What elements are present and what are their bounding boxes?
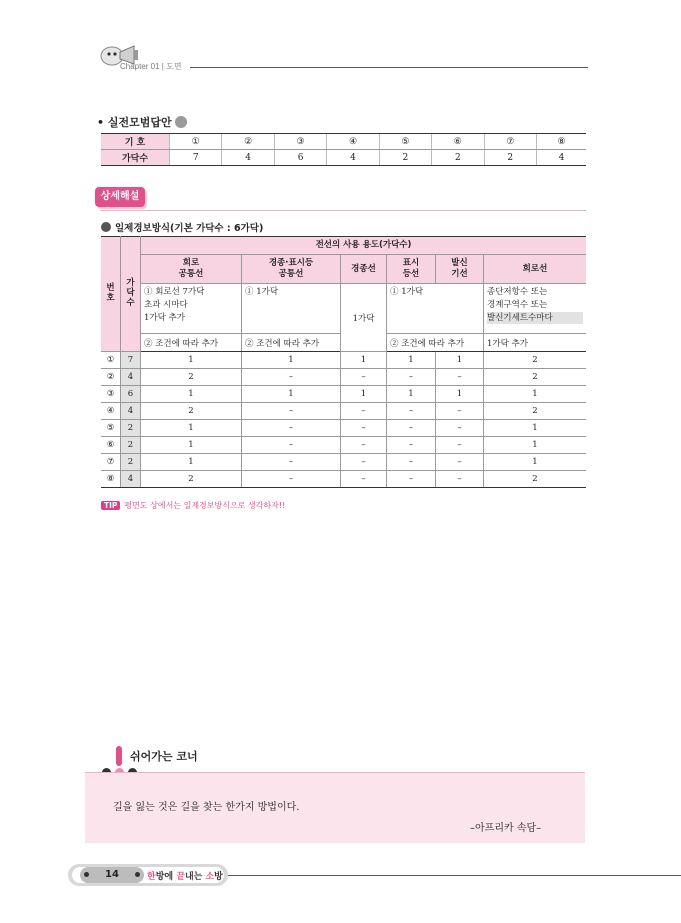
answer-count-cell: 4 xyxy=(222,150,274,166)
row-cell: – xyxy=(387,437,436,454)
row-cell: – xyxy=(242,454,341,471)
table-row xyxy=(101,437,586,454)
row-cell: 2 xyxy=(141,369,242,386)
row-cell: 2 xyxy=(141,471,242,488)
footer-dot-icon xyxy=(135,872,140,877)
row-number: ⑧ xyxy=(101,471,121,488)
row-cell: 1 xyxy=(484,386,587,403)
header-row-1 xyxy=(101,237,586,255)
row-cell: – xyxy=(242,437,341,454)
tip-label: TIP xyxy=(101,501,120,510)
rest-corner-bar xyxy=(116,746,122,766)
header-count: 가 닥 수 xyxy=(121,237,141,352)
row-cell: – xyxy=(242,369,341,386)
row-count: 2 xyxy=(121,437,141,454)
table-row xyxy=(101,352,586,369)
row-cell: 2 xyxy=(141,403,242,420)
answer-number-row xyxy=(101,134,586,150)
answer-table xyxy=(101,133,586,166)
answer-count-cell: 7 xyxy=(170,150,222,166)
table-row xyxy=(101,386,586,403)
col-circuit-common: 회로 공통선 xyxy=(141,255,242,284)
row-count: 4 xyxy=(121,403,141,420)
answer-count-cell: 2 xyxy=(379,150,431,166)
col-bell: 경종선 xyxy=(341,255,387,284)
row-cell: 1 xyxy=(141,352,242,369)
disc-icon xyxy=(175,116,187,128)
tip-line xyxy=(101,500,285,511)
answer-count-cell: 4 xyxy=(536,150,586,166)
row-cell: 1 xyxy=(341,352,387,369)
row-count: 6 xyxy=(121,386,141,403)
book-title-part: 소 xyxy=(205,872,215,882)
detail-rows xyxy=(101,352,586,488)
answer-number-cell: ⑦ xyxy=(484,134,536,150)
row-cell: – xyxy=(436,403,484,420)
row-count: 7 xyxy=(121,352,141,369)
row-number: ⑥ xyxy=(101,437,121,454)
answer-count-cell: 4 xyxy=(327,150,379,166)
cond-circuit-line: 발신기세트수마다 xyxy=(487,312,583,325)
rest-corner-title: 쉬어가는 코너 xyxy=(130,750,198,763)
header-usage: 전선의 사용 용도(가닥수) xyxy=(141,237,587,255)
row-cell: – xyxy=(242,471,341,488)
row-cell: 1 xyxy=(141,437,242,454)
detail-table xyxy=(101,236,586,488)
tip-text: 평면도 상에서는 일제경보방식으로 생각하자!! xyxy=(124,501,286,510)
cond-circuit-line: 경계구역수 또는 xyxy=(487,299,548,310)
row-cell: 1 xyxy=(141,420,242,437)
table-row xyxy=(101,403,586,420)
row-cell: – xyxy=(436,369,484,386)
row-count: 4 xyxy=(121,471,141,488)
footer-rule xyxy=(228,875,681,876)
answer-title-text: • 실전모범답안 xyxy=(97,116,172,129)
row-cell: 2 xyxy=(484,369,587,386)
row-cell: – xyxy=(436,454,484,471)
cond-circuit-line: 종단저항수 또는 xyxy=(487,287,548,297)
answer-label-count: 가닥수 xyxy=(101,150,170,166)
note-bell-common: ② 조건에 따라 추가 xyxy=(242,334,341,352)
answer-number-cell: ④ xyxy=(327,134,379,150)
footer-dot-icon xyxy=(84,872,89,877)
row-cell: – xyxy=(341,369,387,386)
note-circuit-common: ② 조건에 따라 추가 xyxy=(141,334,242,352)
answer-number-cell: ⑧ xyxy=(536,134,586,150)
row-cell: 1 xyxy=(242,386,341,403)
row-count: 4 xyxy=(121,369,141,386)
row-cell: – xyxy=(341,403,387,420)
row-number: ③ xyxy=(101,386,121,403)
answer-number-cell: ② xyxy=(222,134,274,150)
answer-number-cell: ① xyxy=(170,134,222,150)
book-title xyxy=(147,869,223,882)
book-title-part: 한 xyxy=(147,872,156,882)
book-title-part: 방에 xyxy=(155,872,177,882)
row-cell: 1 xyxy=(484,420,587,437)
row-cell: – xyxy=(436,420,484,437)
row-number: ② xyxy=(101,369,121,386)
cond-circuit-common: ① 회로선 7가닥 초과 시마다 1가닥 추가 xyxy=(141,284,242,334)
row-cell: 1 xyxy=(242,352,341,369)
row-cell: 1 xyxy=(436,386,484,403)
row-cell: – xyxy=(341,437,387,454)
condition-row xyxy=(101,284,586,334)
answer-count-cell: 2 xyxy=(484,150,536,166)
table-row xyxy=(101,454,586,471)
row-cell: – xyxy=(436,437,484,454)
row-cell: – xyxy=(242,403,341,420)
row-count: 2 xyxy=(121,420,141,437)
row-cell: – xyxy=(387,403,436,420)
book-title-part: 내는 xyxy=(184,872,206,882)
table-row xyxy=(101,420,586,437)
row-cell: – xyxy=(242,420,341,437)
cond-circuit xyxy=(484,284,587,334)
col-bell-lamp-common: 경종·표시등 공통선 xyxy=(242,255,341,284)
row-cell: 1 xyxy=(387,352,436,369)
row-cell: 1 xyxy=(484,437,587,454)
header-rule xyxy=(190,67,588,68)
row-cell: – xyxy=(387,471,436,488)
answer-count-cell: 6 xyxy=(274,150,326,166)
header-num: 번 호 xyxy=(101,237,121,352)
row-number: ⑦ xyxy=(101,454,121,471)
badge-rule xyxy=(100,210,586,211)
rest-corner-source: –아프리카 속담– xyxy=(470,823,542,834)
row-cell: 1 xyxy=(141,454,242,471)
note-circuit: 1가닥 추가 xyxy=(484,334,587,352)
row-cell: 1 xyxy=(341,386,387,403)
col-circuit: 회로선 xyxy=(484,255,587,284)
answer-title xyxy=(97,114,187,130)
row-cell: – xyxy=(387,420,436,437)
row-cell: 1 xyxy=(436,352,484,369)
header-row-2 xyxy=(101,255,586,284)
row-cell: 1 xyxy=(484,454,587,471)
rest-corner-quote: 길을 잃는 것은 길을 찾는 한가지 방법이다. xyxy=(113,802,300,813)
row-cell: – xyxy=(436,471,484,488)
cond-lamp-sender: ① 1가닥 xyxy=(387,284,484,334)
chapter-label: Chapter 01 | 도면 xyxy=(120,62,182,71)
answer-number-cell: ③ xyxy=(274,134,326,150)
table-row xyxy=(101,471,586,488)
row-cell: – xyxy=(341,471,387,488)
page-number: 14 xyxy=(80,867,144,883)
detail-subtitle xyxy=(101,220,263,234)
row-number: ④ xyxy=(101,403,121,420)
row-cell: 1 xyxy=(141,386,242,403)
row-cell: – xyxy=(341,454,387,471)
row-cell: 2 xyxy=(484,471,587,488)
row-cell: 1 xyxy=(387,386,436,403)
row-number: ① xyxy=(101,352,121,369)
book-title-part: 끝 xyxy=(176,872,185,882)
answer-label-number: 기 호 xyxy=(101,134,170,150)
note-lamp-sender: ② 조건에 따라 추가 xyxy=(387,334,484,352)
row-cell: 2 xyxy=(484,403,587,420)
lightbulb-icon xyxy=(101,222,111,232)
row-cell: – xyxy=(341,420,387,437)
answer-count-row xyxy=(101,150,586,166)
table-row xyxy=(101,369,586,386)
answer-count-cell: 2 xyxy=(432,150,484,166)
cond-bell: 1가닥 xyxy=(341,284,387,352)
answer-number-cell: ⑤ xyxy=(379,134,431,150)
detail-badge: 상세해설 xyxy=(95,187,145,207)
cond-bell-common: ① 1가닥 xyxy=(242,284,341,334)
row-cell: – xyxy=(387,369,436,386)
col-lamp: 표시 등선 xyxy=(387,255,436,284)
book-title-part: 방 xyxy=(214,872,223,882)
row-count: 2 xyxy=(121,454,141,471)
answer-number-cell: ⑥ xyxy=(432,134,484,150)
col-sender: 발신 기선 xyxy=(436,255,484,284)
detail-subtitle-text: 일제경보방식(기본 가닥수 : 6가닥) xyxy=(115,223,264,234)
row-cell: 2 xyxy=(484,352,587,369)
row-number: ⑤ xyxy=(101,420,121,437)
row-cell: – xyxy=(387,454,436,471)
